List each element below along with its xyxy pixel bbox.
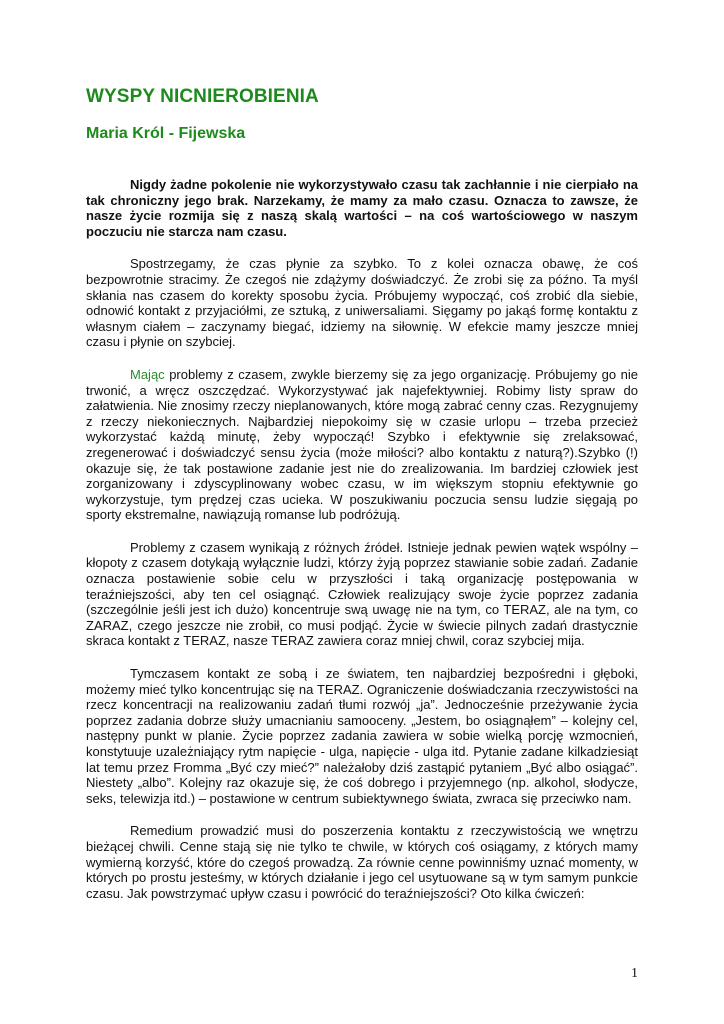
highlighted-word: Mając <box>130 366 165 382</box>
document-author: Maria Król - Fijewska <box>86 125 246 142</box>
paragraph-4: Tymczasem kontakt ze sobą i ze światem, ten najbardziej bezpośredni i głęboki, możemy mieć tylko koncentrując się na TERAZ. Ograniczenie doświadczania rzeczywistości na rzecz koncentracji na realizowaniu zadań tłumi rozwój „ja”. Jednocześnie przeżywanie życia poprzez zadania dobrze służy umacnianiu samooceny. „Jestem, bo osiągnąłem” – kolejny cel, następny punkt w planie. Życie poprzez zadania zawiera w sobie wielką porcję wzmocnień, konstytuuje uzależniający rytm napięcie - ulga, napięcie - ulga itd. Pytanie zadane kilkadziesiąt lat temu przez Fromma „Być czy mieć?” należałoby dziś zastąpić pytaniem „Być albo osiągać”. Niestety „albo”. Kolejny raz okazuje się, że coś dobrego i przyjemnego (np. alkohol, słodycze, seks, telewizja itd.) – postawione w centrum subiektywnego świata, zwraca się przeciwko nam. <box>86 666 638 806</box>
paragraph-5: Remedium prowadzić musi do poszerzenia kontaktu z rzeczywistością we wnętrzu bieżącej chwili. Cenne stają się nie tylko te chwile, w których coś osiągamy, z których mamy wymierną korzyść, które do czegoś prowadzą. Za równie cenne powinniśmy uznać momenty, w których po prostu jesteśmy, w których działanie i jego cel usytuowane są w tym samym punkcie czasu. Jak powstrzymać upływ czasu i powrócić do teraźniejszości? Oto kilka ćwiczeń: <box>86 823 638 901</box>
document-body <box>86 177 638 918</box>
paragraph-2-text: problemy z czasem, zwykle bierzemy się za jego organizację. Próbujemy go nie trwonić, a wręcz oszczędzać. Wykorzystywać jak najefektywniej. Robimy listy spraw do załatwienia. Nie znosimy rzeczy nieplanowanych, które mogą zabrać cenny czas. Rezygnujemy z rzeczy niekoniecznych. Najbardziej niepokoimy się w czasie urlopu – trzeba przecież wykorzystać każdą minutę, żeby wypocząć! Szybko i efektywnie się zrelaksować, zregenerować i doświadczyć sensu życia (może miłości? albo kontaktu z naturą?).Szybko (!) okazuje się, że tak postawione zadanie jest nie do zrealizowania. Im bardziej człowiek jest zorganizowany i zdyscyplinowany wobec czasu, w im większym stopniu efektywnie go wykorzystuje, tym prędzej czas ucieka. W poszukiwaniu poczucia sensu ludzie sięgają po sporty ekstremalne, nawiązują romanse lub podróżują. <box>86 366 638 523</box>
paragraph-2 <box>86 367 638 523</box>
paragraph-3: Problemy z czasem wynikają z różnych źródeł. Istnieje jednak pewien wątek wspólny – kłopoty z czasem dotykają wyłącznie ludzi, którzy żyją poprzez stawianie sobie zadań. Zadanie oznacza postawienie sobie celu w przyszłości i taką organizację postępowania w teraźniejszości, aby ten cel osiągnąć. Człowiek realizujący swoje życie poprzez zadania (szczególnie jeśli jest ich dużo) koncentruje swą uwagę nie na tym, co TERAZ, ale na tym, co ZARAZ, czego jeszcze nie zrobił, co musi podjąć. Życie w świecie pilnych zadań drastycznie skraca kontakt z TERAZ, nasze TERAZ zawiera coraz mniej chwil, coraz szybciej mija. <box>86 539 638 649</box>
page-number: 1 <box>631 966 638 981</box>
document-title: WYSPY NICNIEROBIENIA <box>86 86 319 107</box>
paragraph-1: Spostrzegamy, że czas płynie za szybko. To z kolei oznacza obawę, że coś bezpowrotnie stracimy. Że czegoś nie zdążymy doświadczyć. Że zrobi się za późno. Ta myśl skłania nas czasem do korekty sposobu życia. Próbujemy wypocząć, coś zrobić dla siebie, odnowić kontakt z przyjaciółmi, ze sztuką, z uniwersaliami. Sięgamy po jakąś formę kontaktu z własnym ciałem – zaczynamy biegać, idziemy na siłownię. W efekcie mamy jeszcze mniej czasu i płynie on szybciej. <box>86 256 638 350</box>
lead-paragraph: Nigdy żadne pokolenie nie wykorzystywało czasu tak zachłannie i nie cierpiało na tak chroniczny jego brak. Narzekamy, że mamy za mało czasu. Oznacza to zawsze, że nasze życie rozmija się z naszą skalą wartości – na coś wartościowego w naszym poczuciu nie starcza nam czasu. <box>86 177 638 239</box>
